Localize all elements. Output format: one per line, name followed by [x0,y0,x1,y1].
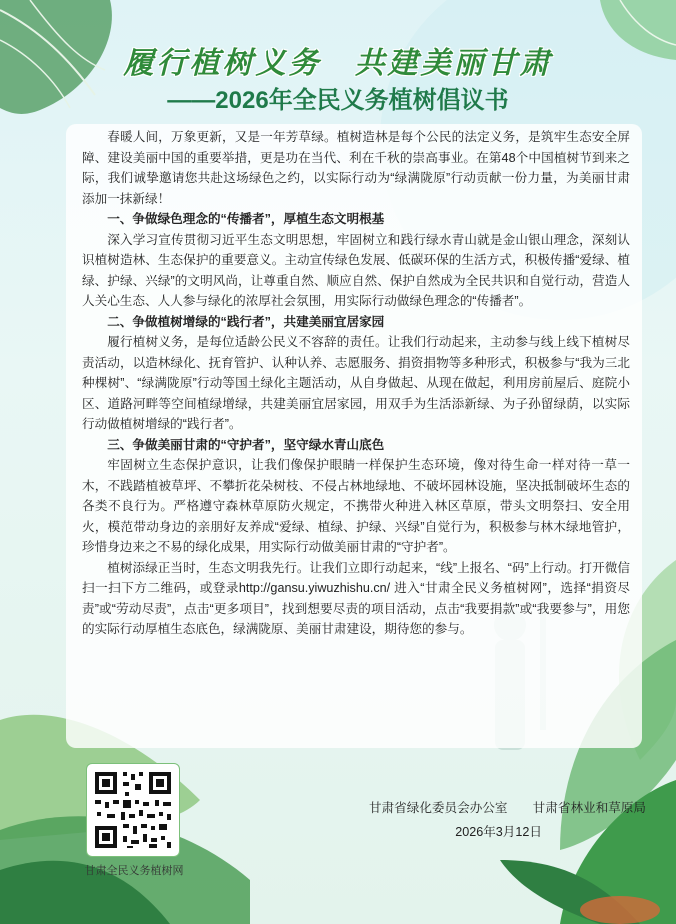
issuers: 甘肃省绿化委员会办公室 甘肃省林业和草原局 [368,801,646,815]
page-title: 履行植树义务 共建美丽甘肃 [123,46,553,81]
signature-block [300,796,646,844]
qr-caption: 甘肃全民义务植树网 [84,865,184,877]
section1-paragraph: 深入学习宣传贯彻习近平生态文明思想，牢固树立和践行绿水青山就是金山银山理念，深刻认识植树造林、生态保护的重要意义。主动宣传绿色发展、低碳环保的生活方式，积极传播“爱绿、植绿、护绿、兴绿”的文明风尚，让尊重自然、顺应自然、保护自然成为全民共识和自觉行动，营造人人关心生态、人人参与绿化的浓厚社会氛围，用实际行动做绿色理念的“传播者”。 [82,232,630,308]
section2-heading: 二、争做植树增绿的“践行者”，共建美丽宜居家园 [107,314,385,329]
section1-heading: 一、争做绿色理念的“传播者”，厚植生态文明根基 [107,212,385,226]
page-subtitle: ——2026年全民义务植树倡议书 [167,87,509,114]
intro-paragraph: 春暖人间，万象更新，又是一年芳草绿。植树造林是每个公民的法定义务，是筑牢生态安全屏障、建设美丽中国的重要举措，更是功在当代、利在千秋的崇高事业。在第48个中国植树节到来之际，我们诚挚邀请您共赴这场绿色之约，以实际行动为“绿满陇原”行动贡献一份力量，为美丽甘肃添加一抹新绿！ [82,130,630,206]
qr-code[interactable] [86,763,180,857]
section2-paragraph: 履行植树义务，是每位适龄公民义不容辞的责任。让我们行动起来，主动参与线上线下植树尽责活动，以造林绿化、抚育管护、认种认养、志愿服务、捐资捐物等多种形式，积极参与“我为三北种棵树”、“绿满陇原”行动等国土绿化主题活动，从自身做起、从现在做起，利用房前屋后、庭院小区、道路河畔等空间植绿增绿，共建美丽宜居家园，用双手为生活添新绿、为子孙留绿荫，以实际行动做植树增绿的“践行者”。 [82,335,630,431]
section3-paragraph: 牢固树立生态保护意识，让我们像保护眼睛一样保护生态环境，像对待生命一样对待一草一木，不践踏植被草坪、不攀折花朵树枝、不侵占林地绿地、不破坏园林设施，坚决抵制破坏生态的各类不良行为。严格遵守森林草原防火规定，不携带火种进入林区草原，带头文明祭扫、安全用火，模范带动身边的亲朋好友养成“爱绿、植绿、护绿、兴绿”自觉行为，积极参与林木绿地管护，珍惜身边来之不易的绿化成果，用实际行动做美丽甘肃的“守护者”。 [82,458,630,554]
proposal-body [82,127,630,640]
section3-heading: 三、争做美丽甘肃的“守护者”，坚守绿水青山底色 [107,437,385,452]
qr-code-icon [87,764,179,856]
closing-paragraph: 植树添绿正当时，生态文明我先行。让我们立即行动起来，“线”上报名、“码”上行动。打开微信扫一扫下方二维码，或登录http://gansu.yiwuzhishu.cn/ 进入“甘肃全民义务植树网”，选择“捐资尽责”或“劳动尽责”，点击“更多项目”，找到想要尽责的项目活动，点击“我要捐款”或“我要参与”，用您的实际行动厚植生态底色，绿满陇原、美丽甘肃建设，期待您的参与。 [82,560,630,636]
issue-date: 2026年3月12日 [455,825,542,839]
